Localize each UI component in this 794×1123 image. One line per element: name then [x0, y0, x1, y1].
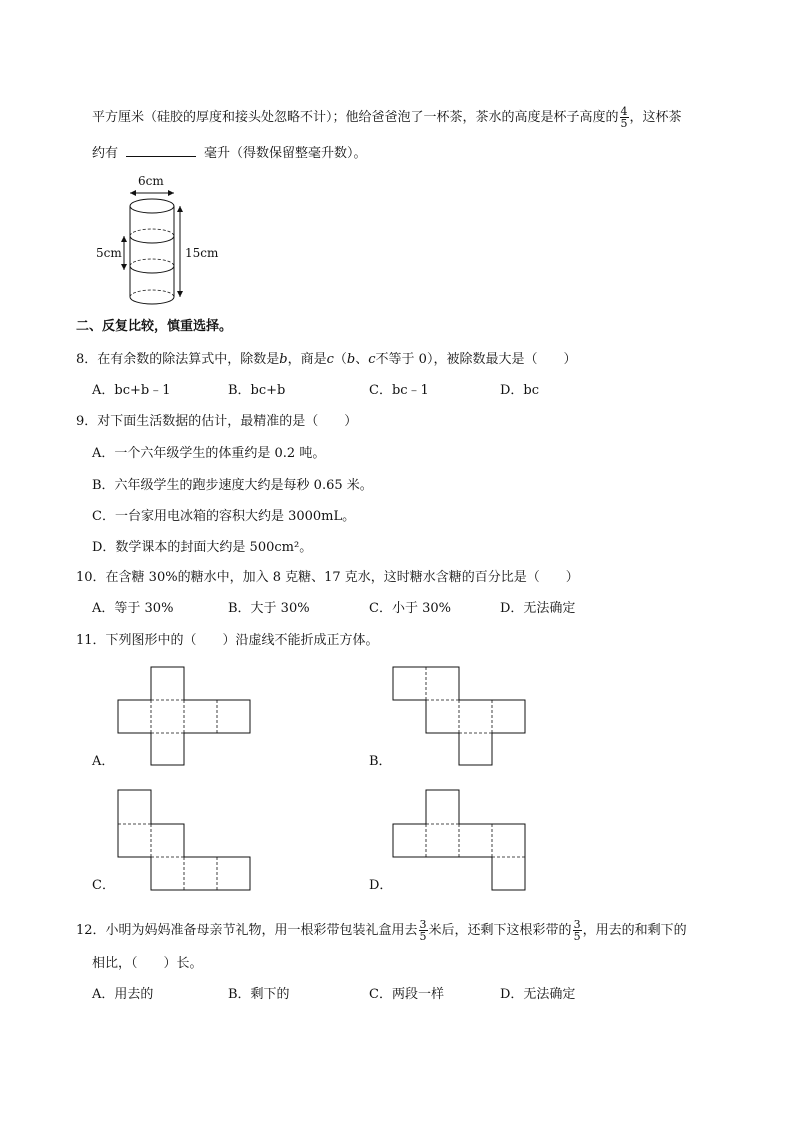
- q7-line1-text: 平方厘米（硅胶的厚度和接头处忽略不计）；他给爸爸泡了一杯茶，茶水的高度是杯子高度的: [92, 110, 619, 125]
- q9-option-d[interactable]: D．数学课本的封面大约是 500cm²。: [92, 540, 313, 555]
- q8-option-b[interactable]: B．bc+b: [228, 383, 286, 398]
- q9-option-c[interactable]: C．一台家用电冰箱的容积大约是 3000mL。: [92, 509, 356, 524]
- q12-fraction-1: $\frac{3}{5}$: [419, 918, 427, 943]
- q10-option-b[interactable]: B．大于 30%: [228, 601, 310, 616]
- q11-stem: 11．下列图形中的（ ）沿虚线不能折成正方体。: [76, 633, 379, 648]
- q7-line2: 约有 毫升（得数保留整毫升数）。: [92, 146, 367, 161]
- q10-option-d[interactable]: D．无法确定: [500, 601, 576, 616]
- net-label-d[interactable]: D．: [369, 878, 393, 893]
- net-label-b[interactable]: B．: [369, 754, 392, 769]
- net-a: [118, 667, 250, 765]
- q8-option-a[interactable]: A．bc+b﹣1: [92, 383, 171, 398]
- q7-fraction: $\frac{4}{5}$: [620, 105, 628, 130]
- q7-line1-end: ，这杯茶: [629, 110, 682, 125]
- q7-line1: [92, 106, 682, 129]
- q8-option-d[interactable]: D．bc: [500, 383, 540, 398]
- q12-option-b[interactable]: B．剩下的: [228, 987, 290, 1002]
- fig-left-label: 5cm: [96, 246, 122, 260]
- q9-stem: 9．对下面生活数据的估计，最精准的是（ ）: [76, 414, 358, 429]
- q10-stem: 10．在含糖 30%的糖水中，加入 8 克糖、17 克水，这时糖水含糖的百分比是（ ）: [76, 570, 579, 585]
- fig-right-label: 15cm: [185, 246, 219, 260]
- net-c: [118, 790, 250, 890]
- q12-option-d[interactable]: D．无法确定: [500, 987, 576, 1002]
- q9-option-b[interactable]: B．六年级学生的跑步速度大约是每秒 0.65 米。: [92, 478, 373, 493]
- q12-option-c[interactable]: C．两段一样: [369, 987, 444, 1002]
- q12-stem: 12．小明为妈妈准备母亲节礼物，用一根彩带包装礼盒用去 $\frac{3}{5}$ 米后，还剩下这根彩带的 $\frac{3}{5}$ ，用去的和剩下的: [76, 918, 687, 943]
- q10-option-a[interactable]: A．等于 30%: [92, 601, 174, 616]
- net-label-a[interactable]: A．: [92, 754, 115, 769]
- section-heading: 二、反复比较，慎重选择。: [76, 319, 233, 334]
- net-b: [393, 667, 525, 765]
- q12-fraction-2: $\frac{3}{5}$: [573, 918, 581, 943]
- net-d: [393, 790, 525, 890]
- fig-top-label: 6cm: [138, 174, 164, 188]
- q9-option-a[interactable]: A．一个六年级学生的体重约是 0.2 吨。: [92, 446, 326, 461]
- q8-stem: 8．在有余数的除法算式中，除数是b，商是c（b、c不等于 0），被除数最大是（ ）: [76, 352, 577, 367]
- q8-option-c[interactable]: C．bc﹣1: [369, 383, 429, 398]
- answer-blank[interactable]: [126, 144, 196, 157]
- net-label-c[interactable]: C．: [92, 878, 115, 893]
- q12-option-a[interactable]: A．用去的: [92, 987, 154, 1002]
- q12-line2: 相比，（ ）长。: [92, 956, 203, 971]
- q10-option-c[interactable]: C．小于 30%: [369, 601, 451, 616]
